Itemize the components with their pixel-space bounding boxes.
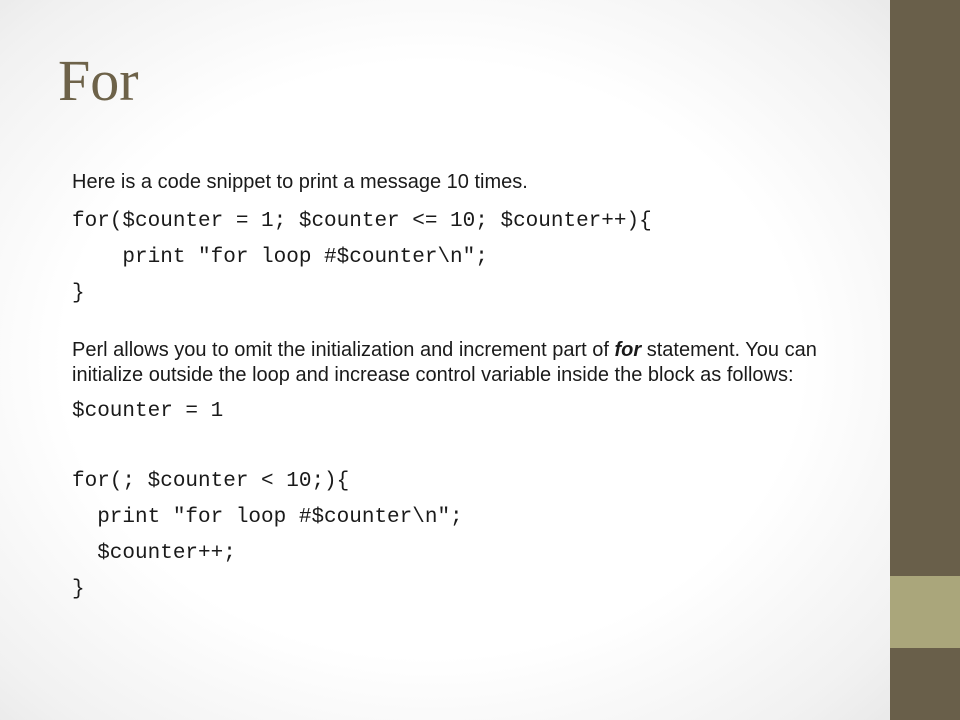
- code-block-2: [72, 464, 872, 608]
- slide-title: For: [58, 48, 139, 113]
- slide-body: [72, 168, 872, 608]
- code-block-1: [72, 204, 872, 312]
- code-line: $counter++;: [72, 542, 236, 565]
- sidebar-accent-block: [890, 576, 960, 648]
- intro-text: Here is a code snippet to print a message 10 times.: [72, 171, 528, 193]
- code-line: print "for loop #$counter\n";: [72, 246, 488, 269]
- code-line: }: [72, 578, 85, 601]
- code-line: print "for loop #$counter\n";: [72, 506, 463, 529]
- code-init-line: $counter = 1: [72, 400, 224, 423]
- code-line: for(; $counter < 10;){: [72, 470, 350, 493]
- explanation-text-start: Perl allows you to omit the initialization and increment part of: [72, 339, 615, 361]
- for-keyword: for: [614, 339, 642, 361]
- explanation-text-end: statement. You can initialize outside the loop and increase control variable inside the block as follows:: [72, 339, 817, 386]
- spacer: [72, 430, 872, 464]
- code-line: }: [72, 282, 85, 305]
- explanation-paragraph: [72, 338, 872, 388]
- sidebar-decoration: [890, 0, 960, 720]
- code-line: for($counter = 1; $counter <= 10; $counter++){: [72, 210, 652, 233]
